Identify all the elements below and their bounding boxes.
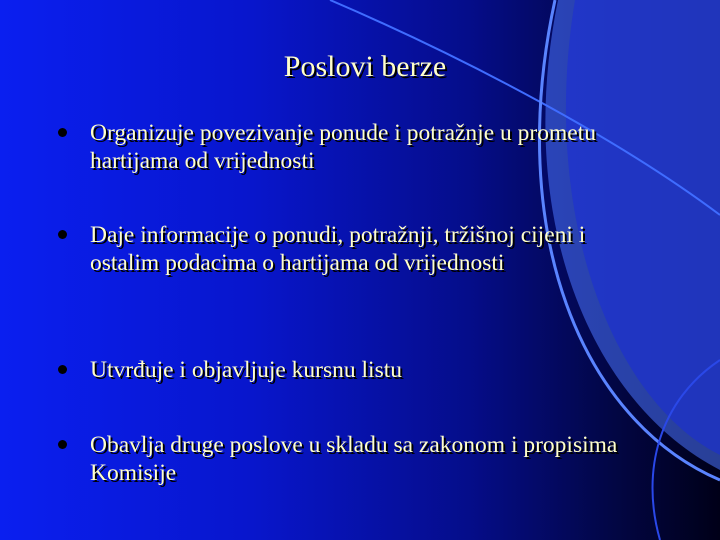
bullet-dot-icon (58, 365, 67, 374)
bullet-text: Organizuje povezivanje ponude i potražnje u prometu hartijama od vrijednosti (90, 120, 596, 174)
bullet-dot-icon (58, 440, 67, 449)
bullet-dot-icon (58, 128, 67, 137)
bullet-item (58, 356, 618, 384)
bullet-item (58, 119, 618, 175)
slide-title: Poslovi berze (283, 50, 447, 83)
bullet-dot-icon (58, 230, 67, 239)
bullet-text: Utvrđuje i objavljuje kursnu listu (90, 357, 402, 383)
bullet-item (58, 221, 618, 277)
bullet-text: Daje informacije o ponudi, potražnji, tržišnoj cijeni i ostalim podacima o hartijama od vrijednosti (90, 222, 586, 276)
bullet-text: Obavlja druge poslove u skladu sa zakonom i propisima Komisije (90, 432, 618, 486)
bullet-item (58, 431, 618, 487)
